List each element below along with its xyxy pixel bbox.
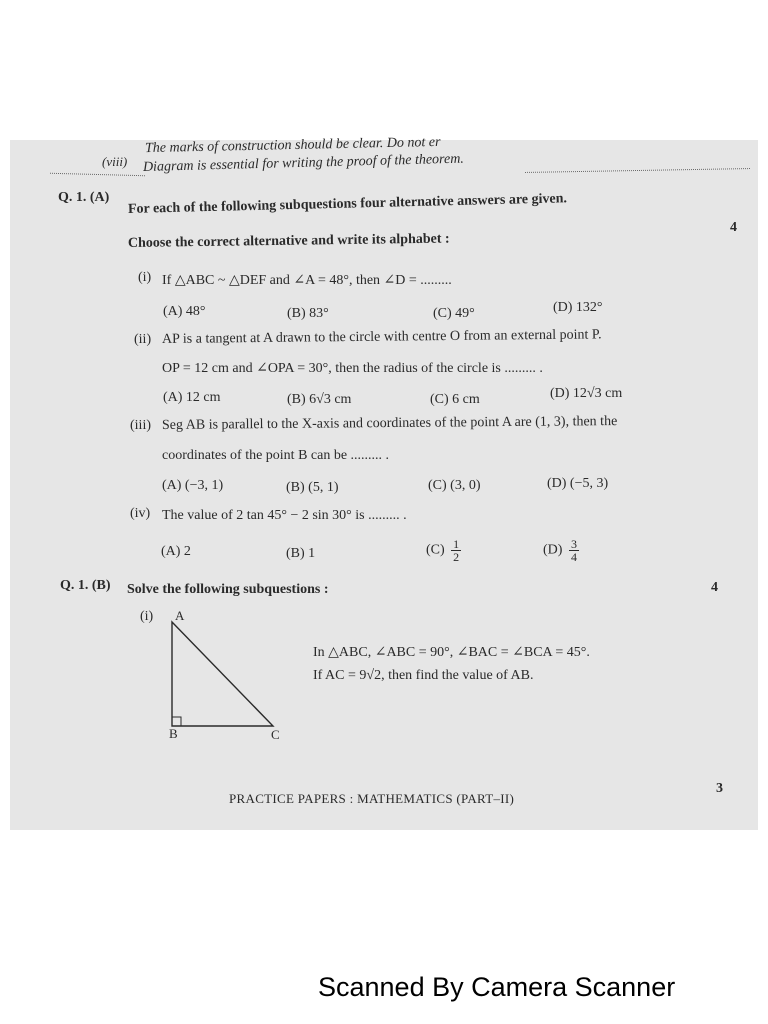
fraction-c-denominator: 2 — [453, 550, 460, 564]
q1a-iii-text-line2: coordinates of the point B can be ......... . — [162, 448, 390, 463]
q1a-iv-text: The value of 2 tan 45° − 2 sin 30° is ......... . — [162, 508, 407, 523]
q1a-iii-option-a: (A) (−3, 1) — [162, 478, 224, 493]
right-angle-mark — [172, 717, 181, 726]
fraction-three-fourths — [569, 538, 579, 563]
q1b-label: Q. 1. (B) — [60, 578, 111, 593]
q1a-iv-option-d-label: (D) — [543, 542, 563, 558]
q1a-iv-option-c-label: (C) — [426, 542, 445, 558]
divider-left — [50, 173, 145, 176]
q1a-iii-option-c: (C) (3, 0) — [428, 478, 481, 493]
q1a-ii-option-b: (B) 6√3 cm — [287, 392, 352, 407]
q1a-i-text: If △ABC ~ △DEF and ∠A = 48°, then ∠D = ......... — [162, 273, 452, 288]
q1a-i-option-b: (B) 83° — [287, 306, 329, 321]
q1a-iv-number: (iv) — [130, 506, 151, 521]
scanned-page — [10, 134, 758, 830]
q1a-marks: 4 — [730, 220, 737, 235]
q1a-ii-option-d: (D) 12√3 cm — [550, 386, 623, 401]
q1a-ii-text-line2: OP = 12 cm and ∠OPA = 30°, then the radius of the circle is ......... . — [162, 361, 543, 376]
q1a-iii-option-d: (D) (−5, 3) — [547, 476, 609, 491]
q1a-ii-number: (ii) — [134, 332, 152, 347]
fraction-d-denominator: 4 — [570, 550, 577, 564]
q1b-i-number: (i) — [140, 609, 154, 624]
q1a-i-option-d: (D) 132° — [553, 300, 603, 315]
q1a-instruction-line1: For each of the following subquestions four alternative answers are given. — [127, 191, 568, 217]
fraction-one-half — [451, 538, 461, 563]
q1b-i-text-line1: In △ABC, ∠ABC = 90°, ∠BAC = ∠BCA = 45°. — [313, 645, 590, 660]
vertex-a-label: A — [175, 608, 185, 623]
q1a-iii-text-line1: Seg AB is parallel to the X-axis and coordinates of the point A are (1, 3), then the — [161, 414, 618, 433]
vertex-b-label: B — [169, 726, 178, 741]
q1a-instruction-line2: Choose the correct alternative and write its alphabet : — [127, 231, 450, 251]
instruction-vii: The marks of construction should be clear. Do not er — [144, 134, 441, 157]
instruction-viii-number: (viii) — [102, 154, 128, 169]
q1a-i-option-c: (C) 49° — [433, 306, 475, 321]
fraction-d-numerator: 3 — [570, 537, 577, 551]
triangle-abc — [172, 622, 273, 726]
right-triangle-diagram — [160, 618, 290, 736]
vertex-c-label: C — [271, 727, 280, 742]
q1a-label: Q. 1. (A) — [58, 190, 110, 205]
q1a-i-option-a: (A) 48° — [163, 304, 206, 319]
instruction-viii: Diagram is essential for writing the proof of the theorem. — [142, 151, 465, 175]
q1a-ii-option-c: (C) 6 cm — [430, 392, 480, 407]
q1a-iv-option-a: (A) 2 — [161, 544, 191, 559]
q1b-instruction: Solve the following subquestions : — [127, 582, 329, 597]
q1a-iii-option-b: (B) (5, 1) — [286, 480, 339, 495]
q1a-iv-option-d — [543, 538, 579, 563]
fraction-c-numerator: 1 — [453, 537, 460, 551]
footer-title: PRACTICE PAPERS : MATHEMATICS (PART–II) — [229, 791, 515, 806]
page-number: 3 — [716, 781, 723, 796]
q1b-i-text-line2: If AC = 9√2, then find the value of AB. — [313, 668, 534, 683]
q1a-iii-number: (iii) — [130, 418, 151, 433]
q1a-ii-option-a: (A) 12 cm — [163, 390, 221, 405]
scanner-watermark: Scanned By Camera Scanner — [318, 972, 676, 1002]
q1a-iv-option-b: (B) 1 — [286, 546, 316, 561]
q1a-i-number: (i) — [138, 270, 152, 285]
q1b-marks: 4 — [711, 580, 718, 595]
q1a-ii-text-line1: AP is a tangent at A drawn to the circle with centre O from an external point P. — [161, 327, 602, 347]
q1a-iv-option-c — [426, 538, 461, 563]
divider-right — [525, 168, 750, 173]
